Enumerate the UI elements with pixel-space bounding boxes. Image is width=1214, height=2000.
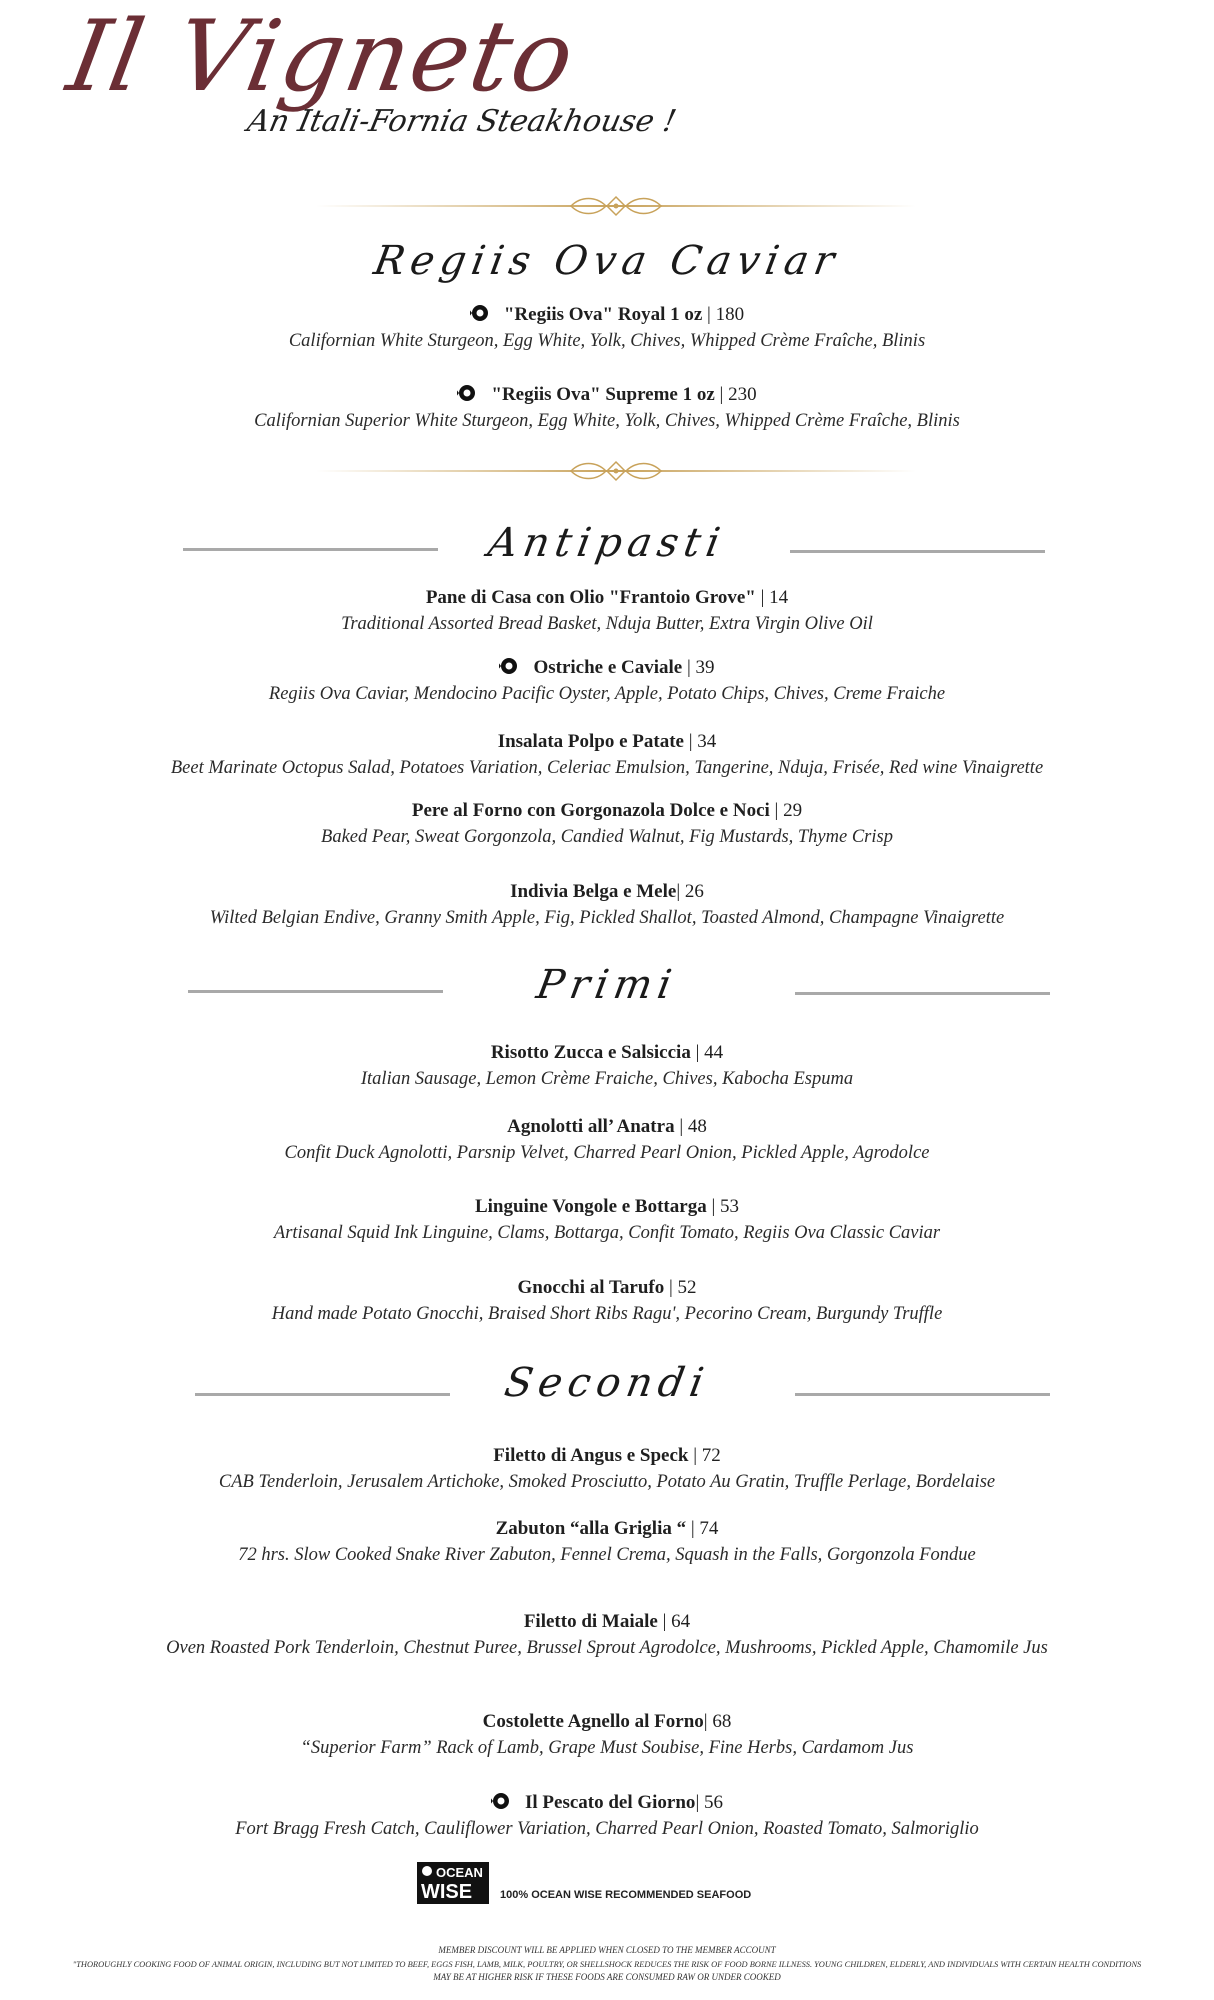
menu-item	[0, 729, 1214, 781]
item-price: | 48	[679, 1116, 707, 1137]
ocean-wise-logo-line1: OCEAN	[436, 1865, 483, 1880]
item-price: | 14	[760, 587, 789, 608]
menu-item	[0, 1194, 1214, 1246]
item-name: Zabuton “alla Griglia “	[495, 1518, 687, 1539]
menu-item	[0, 798, 1214, 850]
menu-item-caviar-royal	[0, 302, 1214, 354]
item-description: Wilted Belgian Endive, Granny Smith Apple, Fig, Pickled Shallot, Toasted Almond, Champagne Vinaigrette	[209, 908, 1005, 928]
menu-item	[0, 585, 1214, 637]
ocean-wise-text: 100% OCEAN WISE RECOMMENDED SEAFOOD	[500, 1889, 752, 1901]
item-name: Linguine Vongole e Bottarga	[474, 1196, 707, 1217]
section-title-antipasti: Antipasti	[484, 520, 730, 566]
item-description: Confit Duck Agnolotti, Parsnip Velvet, Charred Pearl Onion, Pickled Apple, Agrodolce	[284, 1143, 930, 1163]
item-price: | 52	[668, 1277, 697, 1298]
item-name: Costolette Agnello al Forno	[482, 1711, 704, 1732]
section-title-secondi: Secondi	[501, 1360, 713, 1406]
item-name: Agnolotti all’ Anatra	[507, 1116, 675, 1137]
ocean-wise-logo	[417, 1862, 489, 1904]
footer-health-warning: "THOROUGHLY COOKING FOOD OF ANIMAL ORIGIN, INCLUDING BUT NOT LIMITED TO BEEF, EGGS FISH, LAMB, MILK, POULTRY, OR SHELLSHOCK REDUCES THE RISK OF FOOD BORNE ILLNESS. YOUNG CHILDREN, ELDERLY, AND INDIVIDUALS WITH CERTAIN HEALTH CONDITIONS	[72, 1960, 1142, 1969]
item-description: Baked Pear, Sweat Gorgonzola, Candied Walnut, Fig Mustards, Thyme Crisp	[321, 827, 893, 847]
item-description: 72 hrs. Slow Cooked Snake River Zabuton, Fennel Crema, Squash in the Falls, Gorgonzola Fondue	[238, 1545, 976, 1565]
ocean-wise-logo-line2: WISE	[421, 1881, 473, 1903]
item-price: | 53	[711, 1196, 740, 1217]
menu-item	[0, 1443, 1214, 1495]
menu-item	[0, 655, 1214, 707]
item-price: | 68	[703, 1711, 732, 1732]
item-description: Italian Sausage, Lemon Crème Fraiche, Chives, Kabocha Espuma	[360, 1069, 854, 1089]
item-name: Filetto di Maiale	[523, 1611, 658, 1632]
ornament-divider-top	[316, 191, 916, 221]
item-price: | 26	[676, 881, 704, 902]
menu-item	[0, 1040, 1214, 1092]
footer-member-note: MEMBER DISCOUNT WILL BE APPLIED WHEN CLOSED TO THE MEMBER ACCOUNT	[438, 1945, 776, 1955]
item-description: Oven Roasted Pork Tenderloin, Chestnut Puree, Brussel Sprout Agrodolce, Mushrooms, Pickled Apple, Chamomile Jus	[166, 1638, 1048, 1658]
section-title-primi: Primi	[533, 962, 681, 1008]
restaurant-tagline: An Itali-Fornia Steakhouse !	[244, 104, 680, 139]
item-price: | 56	[695, 1792, 723, 1813]
ornament-divider-bottom	[316, 456, 916, 486]
menu-item-caviar-supreme	[0, 382, 1214, 434]
item-price: | 34	[688, 731, 717, 752]
item-price: | 64	[662, 1611, 691, 1632]
item-description: Californian Superior White Sturgeon, Egg White, Yolk, Chives, Whipped Crème Fraîche, Blinis	[254, 411, 960, 431]
ocean-wise-fish-icon	[457, 383, 477, 403]
item-price: | 44	[695, 1042, 724, 1063]
item-description: CAB Tenderloin, Jerusalem Artichoke, Smoked Prosciutto, Potato Au Gratin, Truffle Perlage, Bordelaise	[218, 1472, 996, 1492]
item-name: Il Pescato del Giorno	[524, 1792, 696, 1813]
menu-item	[0, 1609, 1214, 1661]
item-description: Artisanal Squid Ink Linguine, Clams, Bottarga, Confit Tomato, Regiis Ova Classic Caviar	[273, 1223, 941, 1243]
item-name: "Regiis Ova" Royal 1 oz	[503, 304, 703, 325]
item-name: Indivia Belga e Mele	[510, 881, 677, 902]
item-name: Filetto di Angus e Speck	[493, 1445, 689, 1466]
item-description: Traditional Assorted Bread Basket, Nduja Butter, Extra Virgin Olive Oil	[341, 614, 873, 634]
item-name: Insalata Polpo e Patate	[497, 731, 684, 752]
menu-item	[0, 879, 1214, 931]
menu-item	[0, 1275, 1214, 1327]
item-price: | 230	[719, 384, 757, 405]
item-name: Ostriche e Caviale	[533, 657, 683, 678]
section-title-caviar: Regiis Ova Caviar	[370, 238, 844, 284]
menu-item	[0, 1790, 1214, 1842]
item-description: Fort Bragg Fresh Catch, Cauliflower Variation, Charred Pearl Onion, Roasted Tomato, Salmoriglio	[235, 1819, 979, 1839]
item-description: Beet Marinate Octopus Salad, Potatoes Variation, Celeriac Emulsion, Tangerine, Nduja, Frisée, Red wine Vinaigrette	[170, 758, 1044, 778]
item-name: Gnocchi al Tarufo	[517, 1277, 665, 1298]
ocean-wise-fish-icon	[499, 656, 519, 676]
item-description: Regiis Ova Caviar, Mendocino Pacific Oyster, Apple, Potato Chips, Chives, Creme Fraiche	[268, 684, 946, 704]
item-price: | 180	[707, 304, 745, 325]
restaurant-name: Il Vigneto	[59, 0, 584, 114]
ocean-wise-fish-icon	[491, 1791, 511, 1811]
item-description: “Superior Farm” Rack of Lamb, Grape Must Soubise, Fine Herbs, Cardamom Jus	[300, 1738, 914, 1758]
item-price: | 74	[690, 1518, 719, 1539]
ocean-wise-fish-icon	[470, 303, 490, 323]
item-name: Risotto Zucca e Salsiccia	[490, 1042, 691, 1063]
item-price: | 72	[693, 1445, 721, 1466]
menu-item	[0, 1709, 1214, 1761]
item-price: | 29	[774, 800, 803, 821]
item-description: Hand made Potato Gnocchi, Braised Short Ribs Ragu', Pecorino Cream, Burgundy Truffle	[271, 1304, 943, 1324]
footer-health-warning-cont: MAY BE AT HIGHER RISK IF THESE FOODS ARE CONSUMED RAW OR UNDER COOKED	[433, 1972, 781, 1982]
menu-item	[0, 1516, 1214, 1568]
item-description: Californian White Sturgeon, Egg White, Yolk, Chives, Whipped Crème Fraîche, Blinis	[288, 331, 926, 351]
item-name: "Regiis Ova" Supreme 1 oz	[491, 384, 715, 405]
menu-item	[0, 1114, 1214, 1166]
item-name: Pane di Casa con Olio "Frantoio Grove"	[425, 587, 756, 608]
item-price: | 39	[686, 657, 715, 678]
item-name: Pere al Forno con Gorgonazola Dolce e Noci	[411, 800, 770, 821]
